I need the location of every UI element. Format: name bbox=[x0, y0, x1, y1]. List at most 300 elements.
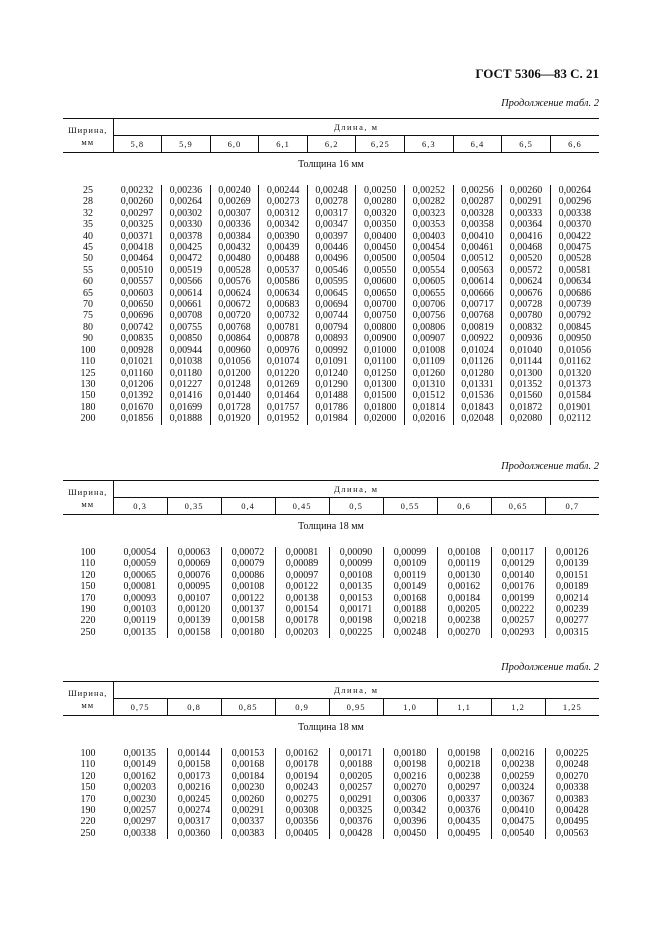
length-column-header: 1,1 bbox=[437, 699, 491, 716]
width-header: Ширина, мм bbox=[63, 119, 113, 153]
table-row bbox=[63, 368, 599, 379]
table-cell: 0,00672 bbox=[210, 299, 259, 310]
table-cell: 0,00800 bbox=[356, 322, 405, 333]
table-cell: 0,00496 bbox=[307, 253, 356, 264]
table-cell: 0,00250 bbox=[356, 185, 405, 196]
table-cell: 0,00367 bbox=[491, 794, 545, 805]
table-cell: 0,00992 bbox=[307, 345, 356, 356]
length-column-header: 0,6 bbox=[437, 498, 491, 515]
table-cell: 0,00238 bbox=[437, 615, 491, 626]
table-cell: 0,01814 bbox=[405, 402, 454, 413]
table-cell: 0,00706 bbox=[405, 299, 454, 310]
table-cell: 0,00832 bbox=[502, 322, 551, 333]
table-cell: 0,00260 bbox=[502, 185, 551, 196]
table-cell: 0,00537 bbox=[259, 265, 308, 276]
table-cell: 0,00650 bbox=[113, 299, 162, 310]
table-cell: 0,00893 bbox=[307, 333, 356, 344]
table-cell: 0,00135 bbox=[329, 581, 383, 592]
width-value: 220 bbox=[80, 816, 96, 828]
table-cell: 0,00500 bbox=[356, 253, 405, 264]
dimension-table bbox=[63, 480, 599, 638]
table-cell: 0,00089 bbox=[275, 558, 329, 569]
table-cell: 0,00119 bbox=[383, 570, 437, 581]
table-cell: 0,01464 bbox=[259, 390, 308, 401]
length-column-header: 0,95 bbox=[329, 699, 383, 716]
length-column-header: 0,75 bbox=[113, 699, 167, 716]
table-cell: 0,01024 bbox=[453, 345, 502, 356]
table-row bbox=[63, 253, 599, 264]
table-row bbox=[63, 185, 599, 196]
table-cell: 0,00059 bbox=[113, 558, 167, 569]
spacer-cell bbox=[63, 738, 599, 748]
table-cell: 0,00270 bbox=[437, 627, 491, 638]
table-cell: 0,00248 bbox=[556, 759, 589, 771]
table-cell: 0,00278 bbox=[307, 196, 356, 207]
table-cell: 0,01300 bbox=[356, 379, 405, 390]
thickness-label: Толщина 18 мм bbox=[298, 721, 364, 733]
table-cell: 0,00099 bbox=[329, 558, 383, 569]
table-cell: 0,01240 bbox=[307, 368, 356, 379]
width-value: 60 bbox=[83, 276, 93, 288]
length-column-header: 0,9 bbox=[275, 699, 329, 716]
table-cell: 0,00188 bbox=[383, 604, 437, 615]
table-cell: 0,01160 bbox=[113, 368, 162, 379]
table-cell: 0,01699 bbox=[162, 402, 211, 413]
spacer-cell bbox=[63, 537, 599, 547]
table-cell: 0,00162 bbox=[113, 771, 167, 782]
table-cell: 0,00126 bbox=[556, 547, 589, 558]
length-column-header: 1,2 bbox=[491, 699, 545, 716]
table-cell: 0,00661 bbox=[162, 299, 211, 310]
table-cell: 0,01901 bbox=[558, 401, 592, 413]
table-cell: 0,00614 bbox=[162, 288, 211, 299]
table-cell: 0,00418 bbox=[113, 242, 162, 253]
table-row bbox=[63, 390, 599, 401]
table-cell: 0,00252 bbox=[405, 185, 454, 196]
table-cell: 0,00216 bbox=[491, 748, 545, 759]
table-cell: 0,00416 bbox=[502, 231, 551, 242]
table-cell: 0,00194 bbox=[275, 771, 329, 782]
width-value: 125 bbox=[80, 367, 96, 379]
table-cell: 0,00428 bbox=[556, 805, 589, 817]
table-cell: 0,00069 bbox=[167, 558, 221, 569]
table-cell: 0,00450 bbox=[356, 242, 405, 253]
table-cell: 0,00065 bbox=[113, 570, 167, 581]
table-row bbox=[63, 322, 599, 333]
table-cell: 0,00189 bbox=[556, 581, 589, 593]
table-cell: 0,00216 bbox=[383, 771, 437, 782]
table-cell: 0,00240 bbox=[210, 185, 259, 196]
width-value: 110 bbox=[80, 759, 96, 771]
table-cell: 0,00291 bbox=[221, 805, 275, 816]
length-column-header: 6,6 bbox=[550, 136, 599, 153]
table-cell: 0,01040 bbox=[502, 345, 551, 356]
table-cell: 0,00410 bbox=[453, 231, 502, 242]
length-column-header: 0,65 bbox=[491, 498, 545, 515]
table-cell: 0,00342 bbox=[383, 805, 437, 816]
table-cell: 0,01952 bbox=[259, 413, 308, 424]
table-cell: 0,00108 bbox=[329, 570, 383, 581]
table-cell: 0,01800 bbox=[356, 402, 405, 413]
table-cell: 0,00139 bbox=[556, 558, 589, 570]
table-cell: 0,00176 bbox=[491, 581, 545, 592]
table-cell: 0,01200 bbox=[210, 368, 259, 379]
table-cell: 0,00135 bbox=[113, 627, 167, 638]
table-cell: 0,00274 bbox=[167, 805, 221, 816]
table-cell: 0,00376 bbox=[329, 816, 383, 827]
table-cell: 0,00162 bbox=[275, 748, 329, 759]
table-cell: 0,00119 bbox=[113, 615, 167, 626]
table-row bbox=[63, 276, 599, 287]
table-cell: 0,00750 bbox=[356, 310, 405, 321]
width-value: 170 bbox=[80, 592, 96, 604]
table-cell: 0,00317 bbox=[307, 208, 356, 219]
length-column-header: 1,0 bbox=[383, 699, 437, 716]
table-cell: 0,00360 bbox=[167, 828, 221, 839]
table-cell: 0,00696 bbox=[113, 310, 162, 321]
table-cell: 0,00119 bbox=[437, 558, 491, 569]
table-cell: 0,01320 bbox=[558, 367, 592, 379]
table-cell: 0,00634 bbox=[558, 276, 592, 288]
table-cell: 0,00512 bbox=[453, 253, 502, 264]
table-cell: 0,01227 bbox=[162, 379, 211, 390]
length-header: Длина, м bbox=[113, 682, 599, 699]
table-cell: 0,00095 bbox=[167, 581, 221, 592]
table-cell: 0,00081 bbox=[113, 581, 167, 592]
table-cell: 0,00325 bbox=[329, 805, 383, 816]
table-cell: 0,00378 bbox=[162, 231, 211, 242]
table-cell: 0,00744 bbox=[307, 310, 356, 321]
table-cell: 0,00358 bbox=[453, 219, 502, 230]
table-cell: 0,00153 bbox=[329, 593, 383, 604]
length-values-row bbox=[63, 498, 599, 515]
length-column-header: 6,25 bbox=[356, 136, 405, 153]
table-cell: 0,00450 bbox=[383, 828, 437, 839]
width-value: 190 bbox=[80, 805, 96, 817]
table-cell: 0,00312 bbox=[259, 208, 308, 219]
table-cell: 0,01843 bbox=[453, 402, 502, 413]
table-cell: 0,00188 bbox=[329, 759, 383, 770]
table-cell: 0,00198 bbox=[383, 759, 437, 770]
width-value: 70 bbox=[83, 299, 93, 311]
thickness-row bbox=[63, 716, 599, 739]
table-cell: 0,00275 bbox=[275, 794, 329, 805]
table-cell: 0,00079 bbox=[221, 558, 275, 569]
table-cell: 0,00510 bbox=[113, 265, 162, 276]
table-cell: 0,00563 bbox=[453, 265, 502, 276]
table-cell: 0,00864 bbox=[210, 333, 259, 344]
width-value: 250 bbox=[80, 626, 96, 638]
table-cell: 0,01000 bbox=[356, 345, 405, 356]
table-cell: 0,00546 bbox=[307, 265, 356, 276]
table-row bbox=[63, 208, 599, 219]
table-cell: 0,01352 bbox=[502, 379, 551, 390]
table-cell: 0,00280 bbox=[356, 196, 405, 207]
table-cell: 0,00950 bbox=[558, 333, 592, 345]
thickness-label: Толщина 18 мм bbox=[298, 520, 364, 532]
table-cell: 0,00338 bbox=[113, 828, 167, 839]
length-column-header: 0,45 bbox=[275, 498, 329, 515]
width-header: Ширина, мм bbox=[63, 481, 113, 515]
table-row bbox=[63, 219, 599, 230]
table-cell: 0,01008 bbox=[405, 345, 454, 356]
table-cell: 0,00397 bbox=[307, 231, 356, 242]
thickness-row bbox=[63, 515, 599, 538]
table-cell: 0,00347 bbox=[307, 219, 356, 230]
width-value: 150 bbox=[80, 390, 96, 402]
table-cell: 0,00184 bbox=[437, 593, 491, 604]
table-cell: 0,00243 bbox=[275, 782, 329, 793]
table-cell: 0,00151 bbox=[556, 569, 589, 581]
table-cell: 0,00422 bbox=[558, 230, 592, 242]
length-column-header: 6,1 bbox=[259, 136, 308, 153]
table-cell: 0,00315 bbox=[556, 626, 589, 638]
table-cell: 0,00259 bbox=[491, 771, 545, 782]
table-cell: 0,00122 bbox=[275, 581, 329, 592]
table-cell: 0,00383 bbox=[221, 828, 275, 839]
table-cell: 0,01056 bbox=[210, 356, 259, 367]
width-value: 150 bbox=[80, 782, 96, 794]
table-cell: 0,01144 bbox=[502, 356, 551, 367]
table-cell: 0,00480 bbox=[210, 253, 259, 264]
length-column-header: 5,8 bbox=[113, 136, 162, 153]
table-row bbox=[63, 196, 599, 207]
table-cell: 0,00099 bbox=[383, 547, 437, 558]
table-cell: 0,00650 bbox=[356, 288, 405, 299]
table-cell: 0,00819 bbox=[453, 322, 502, 333]
table-cell: 0,00076 bbox=[167, 570, 221, 581]
width-value: 90 bbox=[83, 333, 93, 345]
table-cell: 0,01290 bbox=[307, 379, 356, 390]
table-cell: 0,00495 bbox=[556, 816, 589, 828]
width-value: 28 bbox=[83, 196, 93, 208]
table-cell: 0,00634 bbox=[259, 288, 308, 299]
table-row bbox=[63, 356, 599, 367]
table-cell: 0,00158 bbox=[167, 627, 221, 638]
table-cell: 0,00371 bbox=[113, 231, 162, 242]
table-cell: 0,00256 bbox=[453, 185, 502, 196]
width-value: 110 bbox=[80, 356, 96, 368]
table-cell: 0,00475 bbox=[491, 816, 545, 827]
table-cell: 0,00171 bbox=[329, 604, 383, 615]
table-cell: 0,00708 bbox=[162, 310, 211, 321]
table-cell: 0,01248 bbox=[210, 379, 259, 390]
table-cell: 0,00107 bbox=[167, 593, 221, 604]
table-cell: 0,00922 bbox=[453, 333, 502, 344]
table-cell: 0,02000 bbox=[356, 413, 405, 424]
table-cell: 0,00624 bbox=[502, 276, 551, 287]
width-value: 150 bbox=[80, 581, 96, 593]
table-cell: 0,00122 bbox=[221, 593, 275, 604]
length-column-header: 6,0 bbox=[210, 136, 259, 153]
table-cell: 0,00093 bbox=[113, 593, 167, 604]
table-cell: 0,02080 bbox=[502, 413, 551, 424]
table-cell: 0,00655 bbox=[405, 288, 454, 299]
table-row bbox=[63, 265, 599, 276]
table-cell: 0,00158 bbox=[167, 759, 221, 770]
table-row bbox=[63, 748, 599, 759]
width-value: 220 bbox=[80, 615, 96, 627]
table-row bbox=[63, 805, 599, 816]
table-cell: 0,02016 bbox=[405, 413, 454, 424]
table-row bbox=[63, 593, 599, 604]
table-cell: 0,01091 bbox=[307, 356, 356, 367]
table-cell: 0,00475 bbox=[558, 242, 592, 254]
table-cell: 0,00184 bbox=[221, 771, 275, 782]
table-cell: 0,01100 bbox=[356, 356, 405, 367]
table-cell: 0,00520 bbox=[502, 253, 551, 264]
width-value: 180 bbox=[80, 401, 96, 413]
table-cell: 0,00330 bbox=[162, 219, 211, 230]
table-cell: 0,00554 bbox=[405, 265, 454, 276]
table-cell: 0,00878 bbox=[259, 333, 308, 344]
table-cell: 0,00337 bbox=[437, 794, 491, 805]
spacer-row bbox=[63, 537, 599, 547]
table-cell: 0,01786 bbox=[307, 402, 356, 413]
table-cell: 0,00203 bbox=[113, 782, 167, 793]
length-column-header: 0,7 bbox=[545, 498, 599, 515]
table-cell: 0,00081 bbox=[275, 547, 329, 558]
table-cell: 0,00572 bbox=[502, 265, 551, 276]
table-cell: 0,00054 bbox=[113, 547, 167, 558]
table-cell: 0,00356 bbox=[275, 816, 329, 827]
header-row bbox=[63, 119, 599, 136]
length-values-row bbox=[63, 699, 599, 716]
table-cell: 0,00086 bbox=[221, 570, 275, 581]
width-value: 250 bbox=[80, 827, 96, 839]
table-cell: 0,00244 bbox=[259, 185, 308, 196]
table-cell: 0,00384 bbox=[210, 231, 259, 242]
table-cell: 0,00364 bbox=[502, 219, 551, 230]
width-value: 25 bbox=[83, 185, 93, 196]
table-cell: 0,00308 bbox=[275, 805, 329, 816]
table-continuation-label: Продолжение табл. 2 bbox=[501, 662, 599, 673]
table-row bbox=[63, 816, 599, 827]
table-cell: 0,00216 bbox=[167, 782, 221, 793]
table-cell: 0,00260 bbox=[113, 196, 162, 207]
table-cell: 0,00257 bbox=[113, 805, 167, 816]
table-cell: 0,00755 bbox=[162, 322, 211, 333]
table-cell: 0,01331 bbox=[453, 379, 502, 390]
table-cell: 0,00317 bbox=[167, 816, 221, 827]
table-row bbox=[63, 615, 599, 626]
table-cell: 0,00154 bbox=[275, 604, 329, 615]
table-cell: 0,00282 bbox=[405, 196, 454, 207]
table-cell: 0,00390 bbox=[259, 231, 308, 242]
width-value: 100 bbox=[80, 344, 96, 356]
table-cell: 0,01416 bbox=[162, 390, 211, 401]
table-cell: 0,00944 bbox=[162, 345, 211, 356]
length-column-header: 6,2 bbox=[307, 136, 356, 153]
table-continuation-label: Продолжение табл. 2 bbox=[501, 461, 599, 472]
table-cell: 0,01074 bbox=[259, 356, 308, 367]
length-column-header: 0,3 bbox=[113, 498, 167, 515]
table-row bbox=[63, 782, 599, 793]
table-cell: 0,00324 bbox=[491, 782, 545, 793]
table-cell: 0,00728 bbox=[502, 299, 551, 310]
table-row bbox=[63, 794, 599, 805]
table-cell: 0,01440 bbox=[210, 390, 259, 401]
table-cell: 0,00396 bbox=[383, 816, 437, 827]
table-cell: 0,01728 bbox=[210, 402, 259, 413]
table-cell: 0,00162 bbox=[437, 581, 491, 592]
table-cell: 0,00218 bbox=[437, 759, 491, 770]
length-header: Длина, м bbox=[113, 119, 599, 136]
table-row bbox=[63, 627, 599, 638]
table-cell: 0,00350 bbox=[356, 219, 405, 230]
table-cell: 0,00109 bbox=[383, 558, 437, 569]
table-cell: 0,00464 bbox=[113, 253, 162, 264]
table-cell: 0,00557 bbox=[113, 276, 162, 287]
table-cell: 0,00238 bbox=[491, 759, 545, 770]
table-cell: 0,00171 bbox=[329, 748, 383, 759]
length-column-header: 6,4 bbox=[453, 136, 502, 153]
width-value: 50 bbox=[83, 253, 93, 265]
table-cell: 0,00576 bbox=[210, 276, 259, 287]
table-cell: 0,00260 bbox=[221, 794, 275, 805]
table-cell: 0,00435 bbox=[437, 816, 491, 827]
table-row bbox=[63, 413, 599, 424]
dimension-table bbox=[63, 681, 599, 839]
table-cell: 0,00845 bbox=[558, 321, 592, 333]
table-cell: 0,00168 bbox=[221, 759, 275, 770]
table-cell: 0,00225 bbox=[556, 748, 589, 759]
table-cell: 0,02112 bbox=[558, 413, 591, 425]
table-cell: 0,00225 bbox=[329, 627, 383, 638]
table-cell: 0,01856 bbox=[113, 413, 162, 424]
table-cell: 0,00425 bbox=[162, 242, 211, 253]
length-header: Длина, м bbox=[113, 481, 599, 498]
table-cell: 0,00850 bbox=[162, 333, 211, 344]
table-cell: 0,00108 bbox=[437, 547, 491, 558]
table-cell: 0,00178 bbox=[275, 615, 329, 626]
table-cell: 0,00293 bbox=[491, 627, 545, 638]
table-cell: 0,00117 bbox=[491, 547, 545, 558]
table-cell: 0,00120 bbox=[167, 604, 221, 615]
table-cell: 0,01757 bbox=[259, 402, 308, 413]
table-cell: 0,00768 bbox=[453, 310, 502, 321]
table-cell: 0,00199 bbox=[491, 593, 545, 604]
width-value: 200 bbox=[80, 413, 96, 425]
table-cell: 0,00203 bbox=[275, 627, 329, 638]
table-cell: 0,00205 bbox=[329, 771, 383, 782]
table-cell: 0,00140 bbox=[491, 570, 545, 581]
width-value: 55 bbox=[83, 264, 93, 276]
length-column-header: 0,8 bbox=[167, 699, 221, 716]
table-cell: 0,00129 bbox=[491, 558, 545, 569]
table-cell: 0,01984 bbox=[307, 413, 356, 424]
table-cell: 0,00600 bbox=[356, 276, 405, 287]
table-cell: 0,00806 bbox=[405, 322, 454, 333]
table-cell: 0,00323 bbox=[405, 208, 454, 219]
header-row bbox=[63, 481, 599, 498]
width-value: 65 bbox=[83, 287, 93, 299]
table-cell: 0,00239 bbox=[556, 604, 589, 616]
length-column-header: 6,3 bbox=[405, 136, 454, 153]
table-row bbox=[63, 558, 599, 569]
width-header: Ширина, мм bbox=[63, 682, 113, 716]
table-cell: 0,00135 bbox=[113, 748, 167, 759]
table-cell: 0,00353 bbox=[405, 219, 454, 230]
table-cell: 0,00550 bbox=[356, 265, 405, 276]
table-cell: 0,00605 bbox=[405, 276, 454, 287]
table-cell: 0,00383 bbox=[556, 793, 589, 805]
table-cell: 0,00137 bbox=[221, 604, 275, 615]
table-row bbox=[63, 345, 599, 356]
table-cell: 0,00581 bbox=[558, 264, 592, 276]
table-cell: 0,00270 bbox=[556, 770, 589, 782]
table-cell: 0,00264 bbox=[558, 185, 592, 196]
